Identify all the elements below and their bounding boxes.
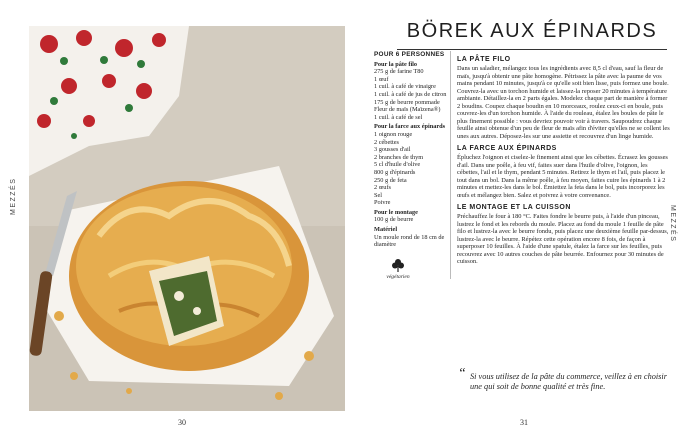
side-section-label: MEZZÉS — [669, 205, 676, 243]
leaf-clover-icon — [391, 258, 405, 272]
step-heading: LA PÂTE FILO — [457, 56, 511, 63]
instructions-column — [457, 56, 671, 266]
servings-heading: POUR 6 PERSONNES — [374, 51, 445, 58]
step-heading: LE MONTAGE ET LA CUISSON — [457, 204, 571, 211]
quote-mark-icon: “ — [458, 366, 466, 381]
equipment-heading: Matériel — [374, 226, 398, 234]
ingredient: 3 gousses d'ail — [374, 146, 411, 154]
tip-quote-text: Si vous utilisez de la pâte du commerce, veillez à en choisir une qui soit de bonne qualité et très fine. — [470, 372, 667, 391]
ingredient: 800 g d'épinards — [374, 168, 416, 176]
ingredient: 2 cébettes — [374, 138, 399, 146]
assembly-ingredients-heading: Pour le montage — [374, 208, 418, 216]
tip-quote — [458, 366, 670, 392]
vegetarian-label: végétarien — [386, 274, 410, 280]
ingredient: 5 cl d'huile d'olive — [374, 161, 421, 169]
ingredient: 1 cuil. à café de sel — [374, 113, 423, 121]
ingredient: 1 cuil. à café de jus de citron — [374, 90, 447, 98]
ingredient: 2 branches de thym — [374, 153, 424, 161]
equipment-item: Un moule rond de 18 cm de diamètre — [374, 233, 445, 249]
step-text: Dans un saladier, mélangez tous les ingrédients avec 8,5 cl d'eau, sauf la fleur de maïs, jusqu'à obtenir une pâte homogène. Pétrissez la pâte avec la paume de vos mains pendant 10 minutes, jusqu'à ce qu'elle soit bien lisse, puis formez une boule. Couvrez-la avec un torchon humide et laissez-la reposer 20 minutes à température ambiante. Détaillez-la en 2 parts égales. Modelez chaque part de manière à former 2 boudins. Coupez chaque boudin en 10 morceaux, roulez ceux-ci en boule, puis couvrez-les d'un torchon humide. À l'aide du rouleau, étalez les boules de pâte le plus finement possible : vous devriez pouvoir voir à travers. Saupoudrez chaque feuille ainsi obtenue d'un peu de fleur de maïs afin d'éviter qu'elles ne se collent les unes aux autres. Déposez-les sur une assiette et recouvrez d'un linge humide. — [457, 65, 670, 140]
ingredient: 250 g de feta — [374, 176, 407, 184]
ingredient: 1 oignon rouge — [374, 130, 413, 138]
ingredient: 275 g de farine T80 — [374, 68, 424, 76]
page-number-right: 31 — [520, 418, 528, 427]
ingredient: 1 œuf — [374, 75, 389, 83]
ingredient: 100 g de beurre — [374, 216, 414, 224]
borek-photo — [29, 26, 345, 411]
pastry-ingredients-heading: Pour la pâte filo — [374, 60, 418, 68]
ingredient: 2 œufs — [374, 184, 391, 192]
step-text: Épluchez l'oignon et ciselez-le finement ainsi que les cébettes. Écrasez les gousses d'ail. Dans une poêle, à feu vif, faites suer dans l'huile d'olive, l'oignon, les cébettes, l'ail et le thym, pendant 5 minutes. Retirez le thym et l'ail, puis placez le tout dans un bol. Dans la même poêle, à feu moyen, faites cuire les épinards 1 à 2 minutes et mettez-les dans le bol. Émiettez la feta dans le bol, puis incorporez les œufs et mélangez bien. Salez et poivrez à votre convenance. — [457, 154, 668, 199]
recipe-title: BÖREK AUX ÉPINARDS — [397, 20, 667, 50]
vegetarian-badge — [384, 258, 412, 280]
ingredient: Sel — [374, 191, 383, 199]
ingredient: 1 cuil. à café de vinaigre — [374, 83, 436, 91]
step-text: Préchauffez le four à 180 °C. Faites fondre le beurre puis, à l'aide d'un pinceau, lustrez le fond et les rebords du moule. Placez au fond du moule 1 feuille de pâte filo et lustrez-la avec le beurre fondu, puis placez une deuxième feuille par-dessus, lustrez-la avec le beurre. Répétez cette opération encore 8 fois, de façon à superposer 10 feuilles. À l'aide d'une spatule, étalez la farce sur les feuilles, puis recouvrez avec 10 autres couches de pâte beurrée. Enfournez pour 30 minutes de cuisson. — [457, 213, 669, 265]
ingredient: Fleur de maïs (Maïzena®) — [374, 106, 441, 114]
filling-ingredients-heading: Pour la farce aux épinards — [374, 123, 446, 131]
step-heading: LA FARCE AUX ÉPINARDS — [457, 145, 557, 152]
ingredient: Poivre — [374, 199, 391, 207]
borek-pie — [69, 181, 309, 371]
side-section-label: MEZZÉS — [10, 177, 17, 215]
page-number-left: 30 — [178, 418, 186, 427]
ingredient: 175 g de beurre pommade — [374, 98, 440, 106]
ingredients-column — [374, 51, 451, 279]
